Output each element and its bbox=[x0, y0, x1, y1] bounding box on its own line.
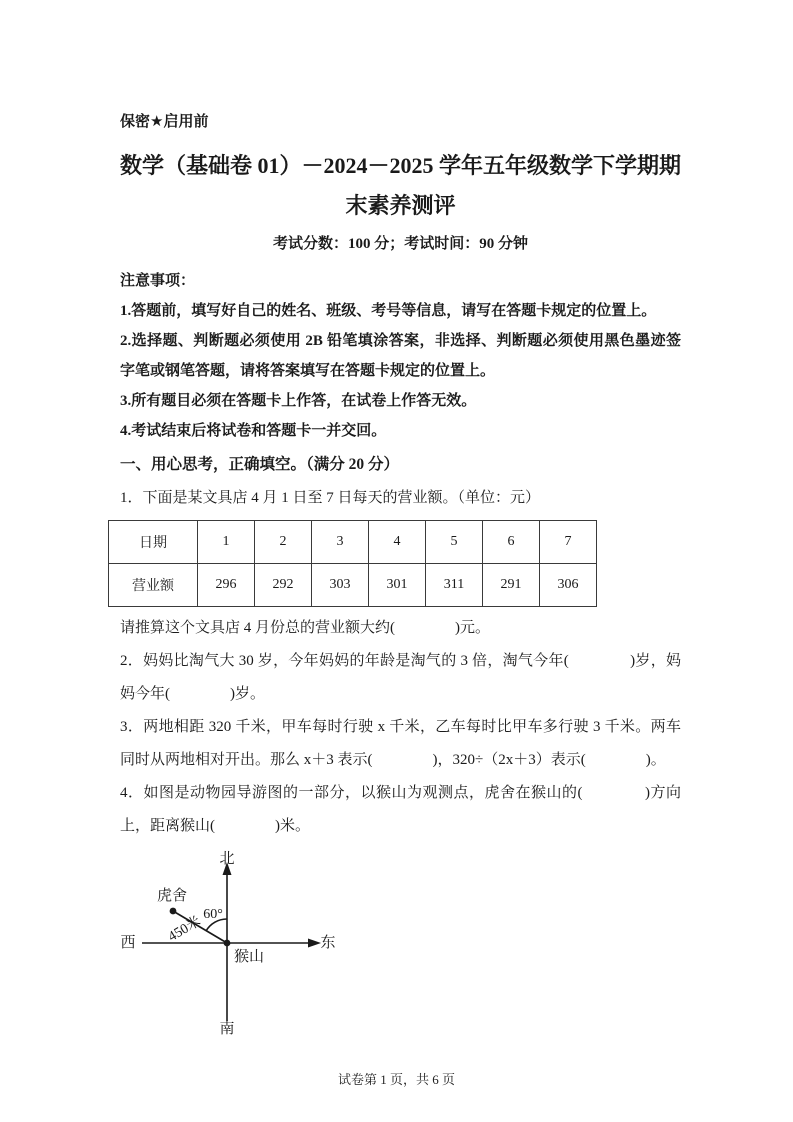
east-arrowhead-icon bbox=[308, 939, 321, 948]
table-row-revenue bbox=[109, 564, 597, 607]
table-header-date: 日期 bbox=[109, 521, 198, 564]
question-1-followup: 请推算这个文具店 4 月份总的营业额大约( )元。 bbox=[120, 620, 490, 636]
label-north: 北 bbox=[219, 851, 235, 867]
table-cell: 1 bbox=[198, 521, 255, 564]
notice-item-1: 1.答题前，填写好自己的姓名、班级、考号等信息，请写在答题卡规定的位置上。 bbox=[120, 303, 657, 319]
exam-title-line2: 末素养测评 bbox=[345, 193, 456, 218]
label-east: 东 bbox=[320, 935, 336, 951]
table-cell: 291 bbox=[483, 564, 540, 607]
question-2-text: 2．妈妈比淘气大 30 岁，今年妈妈的年龄是淘气的 3 倍，淘气今年( )岁，妈妈今年( )岁。 bbox=[120, 653, 681, 702]
exam-title-line1: 数学（基础卷 01）－2024－2025 学年五年级数学下学期期 bbox=[120, 153, 682, 178]
security-notice: 保密★启用前 bbox=[120, 113, 209, 130]
table-cell: 5 bbox=[426, 521, 483, 564]
table-cell: 7 bbox=[540, 521, 597, 564]
exam-meta: 考试分数：100 分；考试时间：90 分钟 bbox=[272, 236, 528, 252]
label-west: 西 bbox=[120, 935, 136, 951]
label-monkey-hill: 猴山 bbox=[234, 949, 265, 965]
label-distance: 450米 bbox=[165, 914, 204, 945]
table-cell: 311 bbox=[426, 564, 483, 607]
table-row-dates bbox=[109, 521, 597, 564]
table-cell: 4 bbox=[369, 521, 426, 564]
table-cell: 6 bbox=[483, 521, 540, 564]
exam-title bbox=[120, 146, 681, 226]
revenue-table bbox=[108, 520, 597, 607]
table-cell: 3 bbox=[312, 521, 369, 564]
question-4-text: 4．如图是动物园导游图的一部分，以猴山为观测点，虎舍在猴山的( )方向上，距离猴山( )米。 bbox=[120, 785, 681, 834]
notice-item-3: 3.所有题目必须在答题卡上作答，在试卷上作答无效。 bbox=[120, 393, 477, 409]
label-tiger-house: 虎舍 bbox=[156, 888, 188, 904]
section1-heading: 一、用心思考，正确填空。（满分 20 分） bbox=[120, 456, 400, 473]
table-cell: 301 bbox=[369, 564, 426, 607]
direction-diagram bbox=[100, 851, 360, 1037]
page-footer: 试卷第 1 页，共 6 页 bbox=[337, 1072, 455, 1087]
notice-item-2: 2.选择题、判断题必须使用 2B 铅笔填涂答案，非选择、判断题必须使用黑色墨迹签字笔或钢笔答题，请将答案填写在答题卡规定的位置上。 bbox=[120, 333, 681, 379]
tiger-house-point bbox=[170, 908, 177, 915]
label-angle: 60° bbox=[203, 907, 223, 922]
monkey-hill-point bbox=[224, 940, 231, 947]
table-header-revenue: 营业额 bbox=[109, 564, 198, 607]
table-cell: 303 bbox=[312, 564, 369, 607]
notice-heading: 注意事项： bbox=[120, 273, 196, 289]
notice-item-4: 4.考试结束后将试卷和答题卡一并交回。 bbox=[120, 423, 387, 439]
table-cell: 2 bbox=[255, 521, 312, 564]
table-cell: 306 bbox=[540, 564, 597, 607]
question-3-text: 3．两地相距 320 千米，甲车每时行驶 x 千米，乙车每时比甲车多行驶 3 千米。两车同时从两地相对开出。那么 x＋3 表示( )，320÷（2x＋3）表示( )。 bbox=[120, 719, 681, 768]
table-cell: 292 bbox=[255, 564, 312, 607]
question-1-text: 1．下面是某文具店 4 月 1 日至 7 日每天的营业额。（单位：元） bbox=[120, 490, 541, 506]
label-south: 南 bbox=[219, 1021, 235, 1037]
table-cell: 296 bbox=[198, 564, 255, 607]
